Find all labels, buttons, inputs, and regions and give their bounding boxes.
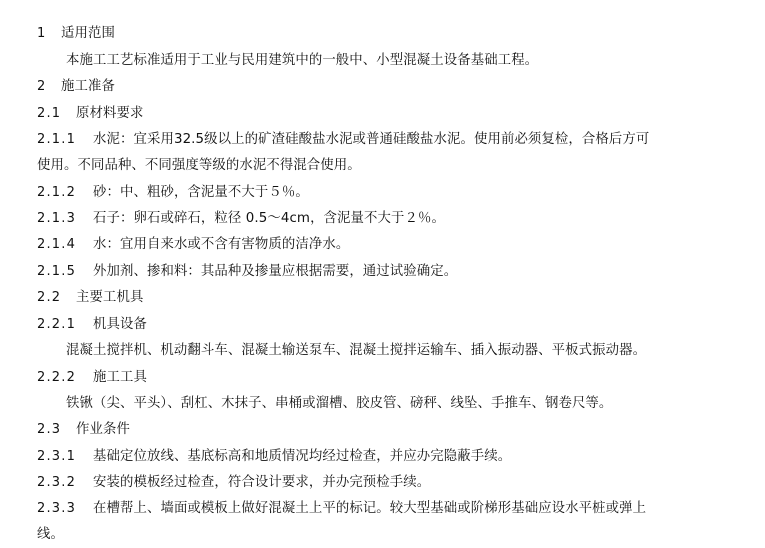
section-number: 2 (37, 79, 47, 94)
section-title: 主要工机具 (76, 290, 144, 305)
clause-number: 2.3.2 (37, 475, 77, 490)
clause-number: 2.3.1 (37, 449, 77, 464)
paragraph-text: 混凝土搅拌机、机动翻斗车、混凝土输送泵车、混凝土搅拌运输车、插入振动器、平板式振动器。 (66, 343, 647, 358)
section-title: 施工准备 (61, 79, 115, 94)
section-title: 适用范围 (61, 26, 115, 41)
clause-text: 水泥：宜采用32.5级以上的矿渣硅酸盐水泥或普通硅酸盐水泥。使用前必须复检，合格后方可 (93, 132, 650, 147)
clause-text: 外加剂、掺和料：其品种及掺量应根据需要，通过试验确定。 (93, 264, 458, 279)
clause-text: 安装的模板经过检查，符合设计要求，并办完预检手续。 (93, 475, 431, 490)
clause-number: 2.1.3 (37, 211, 77, 226)
clause-text: 在槽帮上、墙面或模板上做好混凝土上平的标记。较大型基础或阶梯形基础应设水平桩或弹上 (93, 501, 647, 516)
clause-text: 砂：中、粗砂，含泥量不大于５％。 (93, 185, 309, 200)
clause-text: 水：宜用自来水或不含有害物质的洁净水。 (93, 237, 350, 252)
clause-number: 2.1.5 (37, 264, 77, 279)
clause-number: 2.1.1 (37, 132, 77, 147)
section-title: 作业条件 (76, 422, 130, 437)
clause-number: 2.3.3 (37, 501, 77, 516)
section-number: 1 (37, 26, 47, 41)
clause-text: 基础定位放线、基底标高和地质情况均经过检查，并应办完隐蔽手续。 (93, 449, 512, 464)
section-number: 2.1 (37, 106, 62, 121)
clause-text: 施工工具 (93, 370, 147, 385)
section-number: 2.2 (37, 290, 62, 305)
clause-text: 线。 (37, 527, 64, 542)
clause-number: 2.2.2 (37, 370, 77, 385)
clause-text: 石子：卵石或碎石，粒径 0.5～4cm，含泥量不大于２％。 (93, 211, 445, 226)
section-number: 2.3 (37, 422, 62, 437)
paragraph-text: 铁锹（尖、平头）、刮杠、木抹子、串桶或溜槽、胶皮管、磅秤、线坠、手推车、钢卷尺等。 (66, 396, 613, 411)
clause-number: 2.2.1 (37, 317, 77, 332)
paragraph-text: 本施工工艺标准适用于工业与民用建筑中的一般中、小型混凝土设备基础工程。 (66, 53, 539, 68)
section-title: 原材料要求 (76, 106, 144, 121)
clause-text: 机具设备 (93, 317, 147, 332)
clause-text: 使用。不同品种、不同强度等级的水泥不得混合使用。 (37, 158, 361, 173)
clause-number: 2.1.2 (37, 185, 77, 200)
clause-number: 2.1.4 (37, 237, 77, 252)
